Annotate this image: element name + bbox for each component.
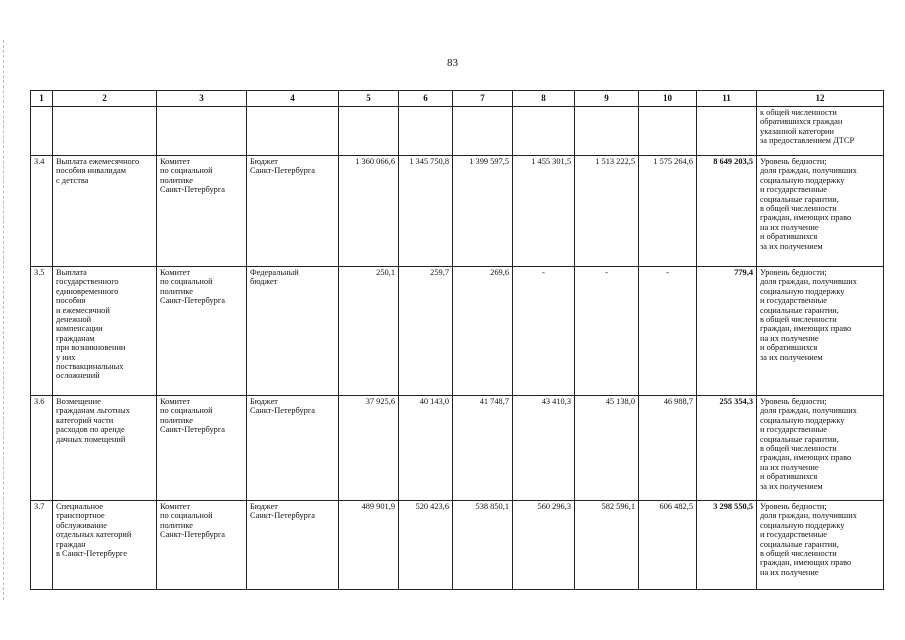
funding-source: Бюджет Санкт-Петербурга xyxy=(247,396,339,501)
indicator-cell: Уровень бедности; доля граждан, получивших социальную поддержку и государственные социальные гарантии, в общей численности граждан, имеющих право на их получение и обратившихся за их получением xyxy=(757,156,884,267)
table-row xyxy=(31,156,884,267)
empty-cell xyxy=(339,107,399,156)
scan-edge-rule xyxy=(3,40,5,600)
continuation-row xyxy=(31,107,884,156)
header-cell: 7 xyxy=(453,91,513,107)
header-cell: 5 xyxy=(339,91,399,107)
header-cell: 6 xyxy=(399,91,453,107)
header-cell: 8 xyxy=(513,91,575,107)
year-value: 582 596,1 xyxy=(575,501,639,590)
header-cell: 1 xyxy=(31,91,53,107)
row-number: 3.6 xyxy=(31,396,53,501)
funding-source: Бюджет Санкт-Петербурга xyxy=(247,156,339,267)
empty-cell xyxy=(639,107,697,156)
year-value: 1 455 301,5 xyxy=(513,156,575,267)
empty-cell xyxy=(157,107,247,156)
total-value: 8 649 203,5 xyxy=(697,156,757,267)
funding-source: Федеральный бюджет xyxy=(247,267,339,396)
year-value: 520 423,6 xyxy=(399,501,453,590)
year-value: 45 138,0 xyxy=(575,396,639,501)
total-value: 3 298 550,5 xyxy=(697,501,757,590)
executor: Комитет по социальной политике Санкт-Петербурга xyxy=(157,267,247,396)
table-row xyxy=(31,267,884,396)
year-value: 41 748,7 xyxy=(453,396,513,501)
year-value: 606 482,5 xyxy=(639,501,697,590)
indicator-cell: Уровень бедности; доля граждан, получивших социальную поддержку и государственные социальные гарантии, в общей численности граждан, имеющих право на их получение и обратившихся за их получением xyxy=(757,396,884,501)
year-value: 1 513 222,5 xyxy=(575,156,639,267)
year-value: 40 143,0 xyxy=(399,396,453,501)
year-value: 560 296,3 xyxy=(513,501,575,590)
header-cell: 10 xyxy=(639,91,697,107)
row-number: 3.4 xyxy=(31,156,53,267)
year-value: - xyxy=(575,267,639,396)
year-value: 43 410,3 xyxy=(513,396,575,501)
total-value: 255 354,3 xyxy=(697,396,757,501)
year-value: 1 360 066,6 xyxy=(339,156,399,267)
year-value: 1 575 264,6 xyxy=(639,156,697,267)
table-row xyxy=(31,396,884,501)
row-number: 3.5 xyxy=(31,267,53,396)
measure-name: Специальное транспортное обслуживание отдельных категорий граждан в Санкт-Петербурге xyxy=(53,501,157,590)
program-table xyxy=(30,90,884,590)
executor: Комитет по социальной политике Санкт-Петербурга xyxy=(157,156,247,267)
empty-cell xyxy=(575,107,639,156)
header-cell: 11 xyxy=(697,91,757,107)
empty-cell xyxy=(247,107,339,156)
measure-name: Выплата ежемесячного пособия инвалидам с детства xyxy=(53,156,157,267)
year-value: 538 850,1 xyxy=(453,501,513,590)
executor: Комитет по социальной политике Санкт-Петербурга xyxy=(157,396,247,501)
measure-name: Выплата государственного единовременного пособия и ежемесячной денежной компенсации гражданам при возникновении у них поствакцинальных осложнений xyxy=(53,267,157,396)
header-row xyxy=(31,91,884,107)
empty-cell xyxy=(53,107,157,156)
header-cell: 9 xyxy=(575,91,639,107)
measure-name: Возмещение гражданам льготных категорий части расходов по аренде дачных помещений xyxy=(53,396,157,501)
row-number: 3.7 xyxy=(31,501,53,590)
indicator-cell: Уровень бедности; доля граждан, получивших социальную поддержку и государственные социальные гарантии, в общей численности граждан, имеющих право на их получение и обратившихся за их получением xyxy=(757,267,884,396)
empty-cell xyxy=(697,107,757,156)
year-value: 46 988,7 xyxy=(639,396,697,501)
year-value: 269,6 xyxy=(453,267,513,396)
empty-cell xyxy=(513,107,575,156)
total-value: 779,4 xyxy=(697,267,757,396)
year-value: 259,7 xyxy=(399,267,453,396)
header-cell: 2 xyxy=(53,91,157,107)
indicator-cell: к общей численности обратившихся граждан указанной категории за предоставлением ДТСР xyxy=(757,107,884,156)
header-cell: 3 xyxy=(157,91,247,107)
year-value: 489 901,9 xyxy=(339,501,399,590)
header-cell: 4 xyxy=(247,91,339,107)
year-value: 250,1 xyxy=(339,267,399,396)
empty-cell xyxy=(453,107,513,156)
executor: Комитет по социальной политике Санкт-Петербурга xyxy=(157,501,247,590)
empty-cell xyxy=(399,107,453,156)
indicator-cell: Уровень бедности; доля граждан, получивших социальную поддержку и государственные социальные гарантии, в общей численности граждан, имеющих право на их получение xyxy=(757,501,884,590)
page-number: 83 xyxy=(447,57,458,69)
year-value: 37 925,6 xyxy=(339,396,399,501)
empty-cell xyxy=(31,107,53,156)
year-value: 1 345 750,8 xyxy=(399,156,453,267)
year-value: - xyxy=(513,267,575,396)
table-row xyxy=(31,501,884,590)
funding-source: Бюджет Санкт-Петербурга xyxy=(247,501,339,590)
year-value: 1 399 597,5 xyxy=(453,156,513,267)
header-cell: 12 xyxy=(757,91,884,107)
year-value: - xyxy=(639,267,697,396)
